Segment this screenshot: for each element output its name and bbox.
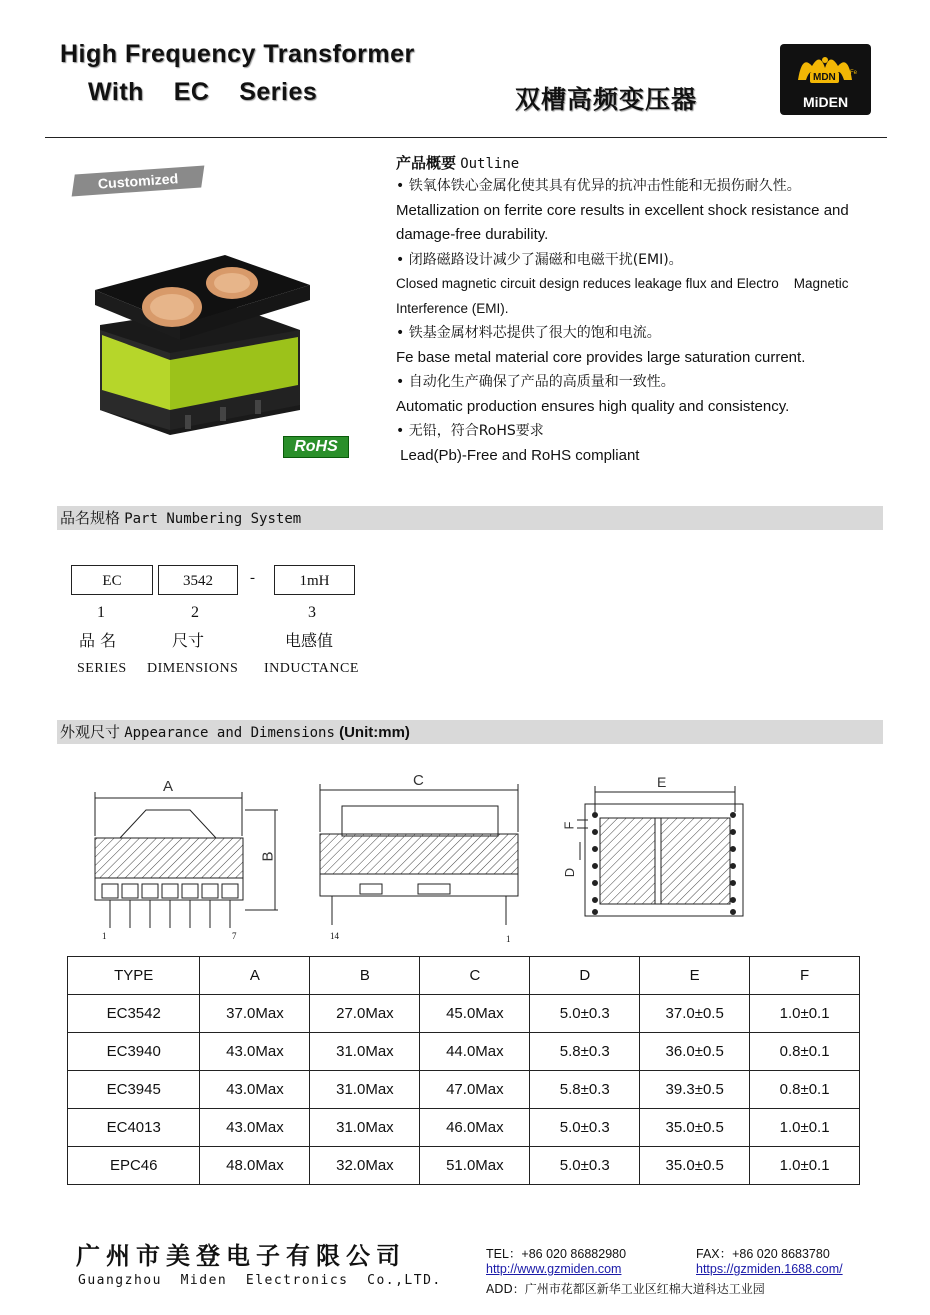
- outline-line: damage-free durability.: [396, 226, 549, 243]
- table-cell: 45.0Max: [420, 995, 530, 1033]
- pin-label-14: 14: [330, 931, 339, 941]
- table-cell: 39.3±0.5: [640, 1071, 750, 1109]
- outline-list: [396, 174, 849, 468]
- table-cell: 48.0Max: [200, 1147, 310, 1185]
- table-cell: 0.8±0.1: [750, 1071, 860, 1109]
- title-en-line1: High Frequency Transformer: [60, 40, 415, 68]
- transformer-photo: [90, 235, 320, 450]
- table-cell: 37.0Max: [200, 995, 310, 1033]
- outline-heading-cn: 产品概要: [396, 154, 457, 172]
- table-header-row: [68, 957, 860, 995]
- table-cell: 5.0±0.3: [530, 1109, 640, 1147]
- table-row: [68, 1109, 860, 1147]
- table-cell: 32.0Max: [310, 1147, 420, 1185]
- table-cell: EC4013: [68, 1109, 200, 1147]
- th-f: F: [750, 957, 860, 995]
- th-c: C: [420, 957, 530, 995]
- table-cell: 35.0±0.5: [640, 1147, 750, 1185]
- dim-label-e: E: [657, 774, 667, 790]
- contact-address: ADD：广州市花都区新华工业区红棉大道科达工业园: [486, 1282, 765, 1296]
- table-cell: 35.0±0.5: [640, 1109, 750, 1147]
- table-cell: 37.0±0.5: [640, 995, 750, 1033]
- logo-mdn: MDN: [810, 72, 839, 83]
- pn-number-2: 2: [191, 604, 199, 621]
- bottom-view-drawing: [577, 786, 743, 916]
- title-cn: 双槽高频变压器: [515, 86, 698, 114]
- contact-fax: FAX：+86 020 8683780: [696, 1247, 830, 1261]
- th-d: D: [530, 957, 640, 995]
- table-cell: 51.0Max: [420, 1147, 530, 1185]
- table-cell: 5.8±0.3: [530, 1033, 640, 1071]
- front-view-drawing: [95, 792, 278, 928]
- table-cell: 47.0Max: [420, 1071, 530, 1109]
- outline-line: Fe base metal material core provides large saturation current.: [396, 348, 806, 366]
- logo-fe: Fe: [850, 70, 858, 76]
- table-cell: 43.0Max: [200, 1109, 310, 1147]
- table-cell: 5.0±0.3: [530, 1147, 640, 1185]
- pn-box-dimensions: 3542: [158, 565, 238, 595]
- th-e: E: [640, 957, 750, 995]
- pn-label-en-2: DIMENSIONS: [147, 661, 239, 676]
- pin-label-1: 1: [102, 931, 107, 941]
- outline-line: Closed magnetic circuit design reduces leakage flux and Electro Magnetic: [396, 276, 849, 291]
- table-cell: 1.0±0.1: [750, 1109, 860, 1147]
- outline-line: Interference (EMI).: [396, 300, 509, 316]
- company-name-en: Guangzhou Miden Electronics Co.,LTD.: [78, 1273, 442, 1288]
- dimension-drawings: [80, 770, 780, 950]
- rohs-badge: RoHS: [283, 436, 349, 458]
- dim-label-c: C: [413, 772, 424, 789]
- outline-line: • 自动化生产确保了产品的高质量和一致性。: [396, 374, 675, 390]
- table-cell: 5.8±0.3: [530, 1071, 640, 1109]
- outline-line: • 铁氧体铁心金属化使其具有优异的抗冲击性能和无损伤耐久性。: [396, 178, 801, 194]
- title-en-line2: With EC Series: [88, 78, 318, 106]
- appearance-heading-cn: 外观尺寸: [60, 723, 121, 741]
- dim-label-f: F: [561, 821, 577, 830]
- table-cell: EC3945: [68, 1071, 200, 1109]
- outline-line: Automatic production ensures high quality and consistency.: [396, 397, 790, 415]
- table-row: [68, 1033, 860, 1071]
- dim-label-b: B: [259, 851, 277, 862]
- pin-label-7: 7: [232, 931, 237, 941]
- table-cell: 31.0Max: [310, 1033, 420, 1071]
- outline-heading-en: Outline: [460, 156, 520, 172]
- appearance-heading-en: Appearance and Dimensions: [124, 725, 335, 741]
- customized-badge-label: Customized: [97, 170, 179, 192]
- logo-miden: MiDEN: [802, 94, 849, 110]
- dim-label-d: D: [562, 867, 578, 878]
- part-numbering-heading-en: Part Numbering System: [124, 511, 302, 527]
- spec-table: [67, 956, 860, 1185]
- table-cell: EPC46: [68, 1147, 200, 1185]
- table-cell: 43.0Max: [200, 1071, 310, 1109]
- table-cell: 31.0Max: [310, 1109, 420, 1147]
- appearance-bar: [57, 720, 883, 744]
- table-cell: 43.0Max: [200, 1033, 310, 1071]
- side-view-drawing: [320, 784, 518, 925]
- table-cell: 5.0±0.3: [530, 995, 640, 1033]
- outline-heading: [396, 152, 519, 173]
- miden-logo: [780, 44, 871, 115]
- pn-label-en-3: INDUCTANCE: [264, 661, 359, 676]
- table-cell: 0.8±0.1: [750, 1033, 860, 1071]
- pn-label-cn-1: 品 名: [79, 631, 117, 650]
- table-row: [68, 1071, 860, 1109]
- pn-box-series: EC: [71, 565, 153, 595]
- outline-line: Lead(Pb)-Free and RoHS compliant: [396, 446, 640, 464]
- table-row: [68, 1147, 860, 1185]
- pn-number-1: 1: [97, 604, 105, 621]
- outline-line: • 无铅，符合RoHS要求: [396, 423, 544, 439]
- th-type: TYPE: [68, 957, 200, 995]
- pin-label-1b: 1: [506, 934, 511, 944]
- contact-tel: TEL：+86 020 86882980: [486, 1247, 627, 1261]
- pn-label-cn-3: 电感值: [285, 631, 334, 650]
- outline-line: • 铁基金属材料芯提供了很大的饱和电流。: [396, 325, 661, 341]
- part-numbering-heading-cn: 品名规格: [60, 509, 121, 527]
- header-divider: [45, 137, 887, 138]
- table-cell: 1.0±0.1: [750, 1147, 860, 1185]
- table-cell: 31.0Max: [310, 1071, 420, 1109]
- outline-line: • 闭路磁路设计减少了漏磁和电磁干扰(EMI)。: [396, 251, 683, 268]
- table-cell: 44.0Max: [420, 1033, 530, 1071]
- customized-badge: [72, 166, 205, 197]
- table-cell: 46.0Max: [420, 1109, 530, 1147]
- part-numbering-bar: [57, 506, 883, 530]
- th-a: A: [200, 957, 310, 995]
- table-cell: EC3542: [68, 995, 200, 1033]
- pn-number-3: 3: [308, 604, 316, 621]
- dim-label-a: A: [163, 778, 174, 795]
- pn-label-en-1: SERIES: [77, 661, 127, 676]
- website-link[interactable]: http://www.gzmiden.com: [486, 1262, 622, 1276]
- appearance-heading-unit: (Unit:mm): [339, 724, 410, 741]
- table-row: [68, 995, 860, 1033]
- th-b: B: [310, 957, 420, 995]
- table-cell: 1.0±0.1: [750, 995, 860, 1033]
- pn-dash: -: [250, 570, 255, 586]
- table-cell: 36.0±0.5: [640, 1033, 750, 1071]
- pn-box-inductance: 1mH: [274, 565, 355, 595]
- company-name-cn: 广州市美登电子有限公司: [76, 1242, 406, 1270]
- pn-label-cn-2: 尺寸: [172, 631, 205, 650]
- shop-link[interactable]: https://gzmiden.1688.com/: [696, 1262, 843, 1276]
- table-cell: EC3940: [68, 1033, 200, 1071]
- table-cell: 27.0Max: [310, 995, 420, 1033]
- outline-line: Metallization on ferrite core results in excellent shock resistance and: [396, 201, 849, 219]
